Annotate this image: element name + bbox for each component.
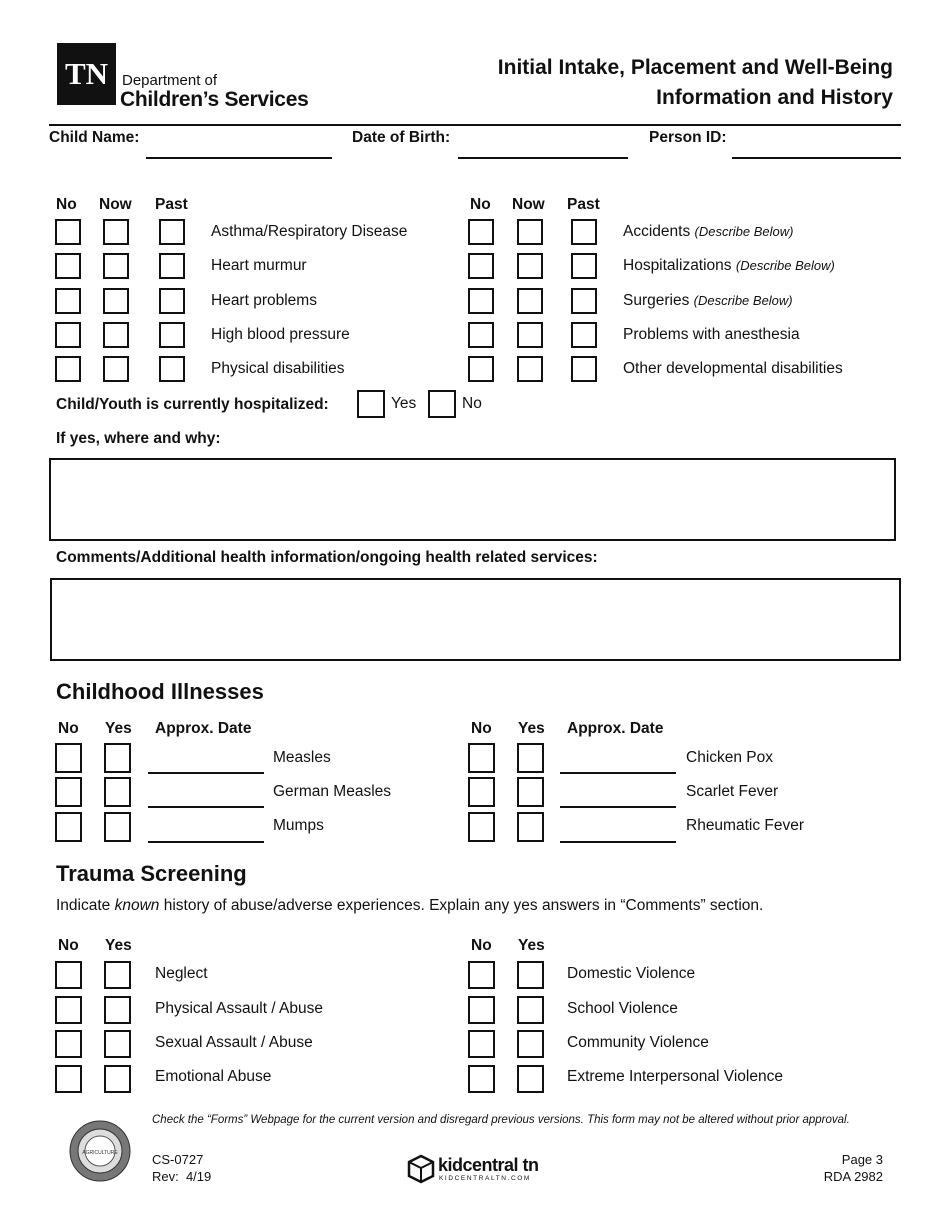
dob-label: Date of Birth: <box>352 129 451 146</box>
condition-no-checkbox[interactable] <box>468 322 494 348</box>
comments-textarea[interactable] <box>50 578 901 661</box>
revision: Rev: 4/19 <box>152 1169 212 1184</box>
header-rule <box>49 124 901 126</box>
illness-label: Chicken Pox <box>686 749 774 766</box>
illness-label: German Measles <box>273 783 392 800</box>
col-no: No <box>470 196 491 213</box>
hospitalized-question: Child/Youth is currently hospitalized: <box>56 396 329 413</box>
illness-yes-checkbox[interactable] <box>104 812 131 842</box>
condition-past-checkbox[interactable] <box>571 288 597 314</box>
dept-line2: Children’s Services <box>120 88 309 111</box>
condition-past-checkbox[interactable] <box>571 219 597 245</box>
version-notice: Check the “Forms” Webpage for the current version and disregard previous versions. This form may not be altered without prior approval. <box>152 1114 850 1126</box>
illness-yes-checkbox[interactable] <box>104 777 131 807</box>
illness-date-field[interactable] <box>148 806 264 808</box>
condition-no-checkbox[interactable] <box>468 219 494 245</box>
illness-label: Scarlet Fever <box>686 783 779 800</box>
col-no: No <box>471 937 492 954</box>
trauma-yes-checkbox[interactable] <box>104 1030 131 1058</box>
condition-label: Problems with anesthesia <box>623 326 800 343</box>
where-why-textarea[interactable] <box>49 458 896 541</box>
page-number: Page 3 <box>841 1152 883 1167</box>
trauma-title: Trauma Screening <box>56 861 247 886</box>
illness-no-checkbox[interactable] <box>468 777 495 807</box>
condition-label: Physical disabilities <box>211 360 345 377</box>
condition-now-checkbox[interactable] <box>517 288 543 314</box>
condition-label: Other developmental disabilities <box>623 360 843 377</box>
trauma-yes-checkbox[interactable] <box>104 996 131 1024</box>
condition-now-checkbox[interactable] <box>517 356 543 382</box>
kidcentral-cube-icon <box>406 1154 436 1184</box>
child-name-field[interactable] <box>146 157 332 159</box>
condition-label <box>623 257 835 275</box>
condition-no-checkbox[interactable] <box>468 356 494 382</box>
describe-below-hint: (Describe Below) <box>693 293 793 308</box>
trauma-no-checkbox[interactable] <box>468 996 495 1024</box>
col-no: No <box>58 937 79 954</box>
hospitalized-no-checkbox[interactable] <box>428 390 456 418</box>
trauma-label: Domestic Violence <box>567 965 696 982</box>
hospitalized-yes-checkbox[interactable] <box>357 390 385 418</box>
instr-post: history of abuse/adverse experiences. Explain any yes answers in “Comments” section. <box>159 897 764 914</box>
trauma-label: Neglect <box>155 965 208 982</box>
illness-date-field[interactable] <box>560 841 676 843</box>
col-past: Past <box>567 196 600 213</box>
illness-date-field[interactable] <box>148 841 264 843</box>
col-approx-date: Approx. Date <box>567 720 664 737</box>
trauma-label: Community Violence <box>567 1034 709 1051</box>
form-number: CS-0727 <box>152 1152 204 1167</box>
trauma-instructions <box>56 897 763 915</box>
trauma-label: Emotional Abuse <box>155 1068 272 1085</box>
where-why-label: If yes, where and why: <box>56 430 221 447</box>
trauma-yes-checkbox[interactable] <box>104 1065 131 1093</box>
condition-now-checkbox[interactable] <box>103 288 129 314</box>
col-yes: Yes <box>518 937 545 954</box>
person-id-label: Person ID: <box>649 129 727 146</box>
col-yes: Yes <box>518 720 545 737</box>
trauma-no-checkbox[interactable] <box>55 1065 82 1093</box>
person-id-field[interactable] <box>732 157 901 159</box>
seal-text: AGRICULTURE <box>82 1150 118 1156</box>
state-seal-icon <box>69 1120 131 1182</box>
condition-label: Heart murmur <box>211 257 307 274</box>
trauma-label: Sexual Assault / Abuse <box>155 1034 313 1051</box>
col-yes: Yes <box>105 937 132 954</box>
condition-past-checkbox[interactable] <box>571 356 597 382</box>
condition-label <box>623 292 793 310</box>
col-approx-date: Approx. Date <box>155 720 252 737</box>
trauma-label: Extreme Interpersonal Violence <box>567 1068 783 1085</box>
describe-below-hint: (Describe Below) <box>735 258 835 273</box>
col-now: Now <box>512 196 545 213</box>
condition-no-checkbox[interactable] <box>55 356 81 382</box>
condition-no-checkbox[interactable] <box>55 253 81 279</box>
col-no: No <box>56 196 77 213</box>
condition-label: Heart problems <box>211 292 317 309</box>
dept-line1: Department of <box>122 72 218 89</box>
illnesses-title: Childhood Illnesses <box>56 679 264 704</box>
kidcentral-wordmark: kidcentral tn <box>438 1155 539 1175</box>
condition-no-checkbox[interactable] <box>55 322 81 348</box>
condition-past-checkbox[interactable] <box>159 322 185 348</box>
condition-now-checkbox[interactable] <box>103 219 129 245</box>
trauma-no-checkbox[interactable] <box>468 1030 495 1058</box>
illness-no-checkbox[interactable] <box>55 777 82 807</box>
col-no: No <box>471 720 492 737</box>
illness-date-field[interactable] <box>560 772 676 774</box>
trauma-yes-checkbox[interactable] <box>517 961 544 989</box>
illness-yes-checkbox[interactable] <box>104 743 131 773</box>
form-title-line1: Initial Intake, Placement and Well-Being <box>497 56 893 79</box>
illness-date-field[interactable] <box>148 772 264 774</box>
condition-no-checkbox[interactable] <box>468 288 494 314</box>
trauma-no-checkbox[interactable] <box>55 1030 82 1058</box>
tn-logo-mark: TN <box>57 43 116 105</box>
illness-label: Rheumatic Fever <box>686 817 805 834</box>
illness-no-checkbox[interactable] <box>55 743 82 773</box>
condition-now-checkbox[interactable] <box>103 322 129 348</box>
rda-number: RDA 2982 <box>823 1169 883 1184</box>
condition-label-text: Accidents <box>623 223 691 240</box>
condition-label: Asthma/Respiratory Disease <box>211 223 408 240</box>
illness-yes-checkbox[interactable] <box>517 812 544 842</box>
condition-past-checkbox[interactable] <box>159 219 185 245</box>
condition-no-checkbox[interactable] <box>468 253 494 279</box>
instr-emphasis: known <box>114 897 160 914</box>
illness-yes-checkbox[interactable] <box>517 743 544 773</box>
col-now: Now <box>99 196 132 213</box>
trauma-no-checkbox[interactable] <box>55 961 82 989</box>
col-yes: Yes <box>105 720 132 737</box>
trauma-label: Physical Assault / Abuse <box>155 1000 324 1017</box>
trauma-no-checkbox[interactable] <box>468 961 495 989</box>
child-name-label: Child Name: <box>49 129 140 146</box>
illness-label: Mumps <box>273 817 324 834</box>
condition-now-checkbox[interactable] <box>517 322 543 348</box>
kidcentral-url: KIDCENTRALTN.COM <box>439 1175 531 1182</box>
trauma-no-checkbox[interactable] <box>468 1065 495 1093</box>
col-no: No <box>58 720 79 737</box>
illness-no-checkbox[interactable] <box>468 812 495 842</box>
trauma-yes-checkbox[interactable] <box>517 1030 544 1058</box>
condition-no-checkbox[interactable] <box>55 288 81 314</box>
describe-below-hint: (Describe Below) <box>694 224 794 239</box>
condition-now-checkbox[interactable] <box>103 356 129 382</box>
yes-label: Yes <box>391 395 417 412</box>
condition-no-checkbox[interactable] <box>55 219 81 245</box>
condition-label <box>623 223 794 241</box>
trauma-label: School Violence <box>567 1000 678 1017</box>
illness-no-checkbox[interactable] <box>55 812 82 842</box>
no-label: No <box>462 395 482 412</box>
condition-past-checkbox[interactable] <box>159 356 185 382</box>
condition-label: High blood pressure <box>211 326 350 343</box>
condition-label-text: Surgeries <box>623 292 690 309</box>
illness-date-field[interactable] <box>560 806 676 808</box>
form-title-line2: Information and History <box>656 86 893 109</box>
condition-now-checkbox[interactable] <box>517 253 543 279</box>
trauma-yes-checkbox[interactable] <box>517 996 544 1024</box>
illness-no-checkbox[interactable] <box>468 743 495 773</box>
condition-past-checkbox[interactable] <box>159 253 185 279</box>
illness-label: Measles <box>273 749 331 766</box>
condition-label-text: Hospitalizations <box>623 257 732 274</box>
condition-now-checkbox[interactable] <box>517 219 543 245</box>
col-past: Past <box>155 196 188 213</box>
comments-label: Comments/Additional health information/ongoing health related services: <box>56 549 598 566</box>
kidcentral-logo <box>406 1154 546 1186</box>
condition-past-checkbox[interactable] <box>571 322 597 348</box>
trauma-no-checkbox[interactable] <box>55 996 82 1024</box>
instr-pre: Indicate <box>56 897 115 914</box>
condition-past-checkbox[interactable] <box>159 288 185 314</box>
trauma-yes-checkbox[interactable] <box>517 1065 544 1093</box>
condition-past-checkbox[interactable] <box>571 253 597 279</box>
trauma-yes-checkbox[interactable] <box>104 961 131 989</box>
dob-field[interactable] <box>458 157 628 159</box>
condition-now-checkbox[interactable] <box>103 253 129 279</box>
illness-yes-checkbox[interactable] <box>517 777 544 807</box>
